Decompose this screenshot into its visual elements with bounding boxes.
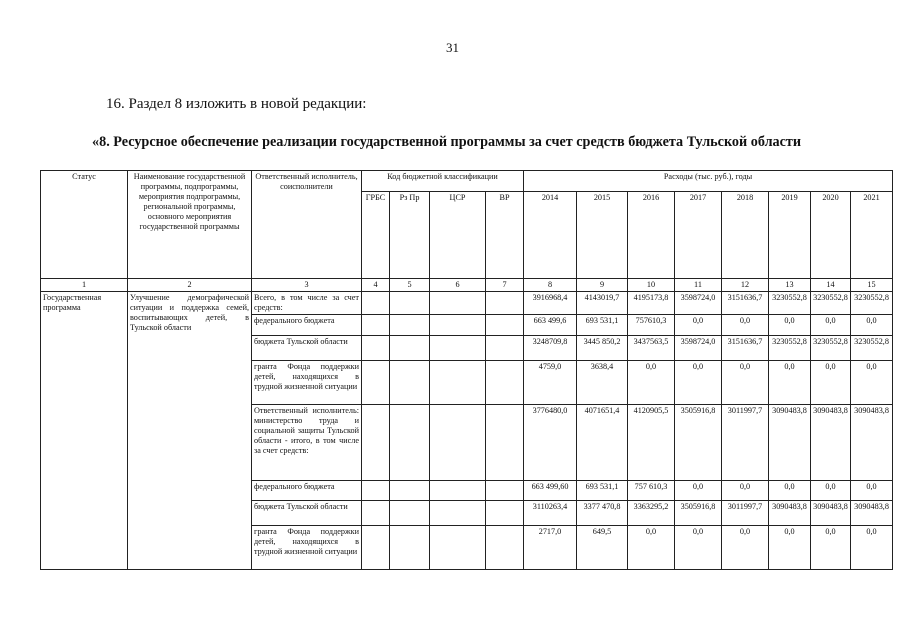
value-cell: 0,0 bbox=[769, 361, 811, 405]
header-year: 2016 bbox=[628, 192, 675, 279]
value-cell: 0,0 bbox=[811, 481, 851, 501]
column-number: 2 bbox=[128, 279, 252, 292]
source-label: гранта Фонда поддержки детей, находящихся в трудной жизненной ситуации bbox=[252, 526, 362, 570]
value-cell: 3151636,7 bbox=[722, 336, 769, 361]
value-cell: 757610,3 bbox=[628, 315, 675, 336]
header-year: 2014 bbox=[524, 192, 577, 279]
source-label: Всего, в том числе за счет средств: bbox=[252, 292, 362, 315]
column-number: 6 bbox=[430, 279, 486, 292]
source-label: федерального бюджета bbox=[252, 481, 362, 501]
value-cell: 3230552,8 bbox=[811, 292, 851, 315]
column-number: 4 bbox=[362, 279, 390, 292]
column-number: 3 bbox=[252, 279, 362, 292]
value-cell: 649,5 bbox=[577, 526, 628, 570]
header-csr: ЦСР bbox=[430, 192, 486, 279]
value-cell: 3230552,8 bbox=[811, 336, 851, 361]
value-cell: 0,0 bbox=[769, 526, 811, 570]
header-expenses: Расходы (тыс. руб.), годы bbox=[524, 171, 893, 192]
value-cell: 3230552,8 bbox=[851, 292, 893, 315]
value-cell: 0,0 bbox=[722, 526, 769, 570]
header-rzpr: Рз Пр bbox=[390, 192, 430, 279]
value-cell: 0,0 bbox=[811, 526, 851, 570]
column-number: 8 bbox=[524, 279, 577, 292]
value-cell: 3248709,8 bbox=[524, 336, 577, 361]
value-cell: 0,0 bbox=[675, 315, 722, 336]
resource-table bbox=[40, 170, 893, 570]
value-cell: 3090483,8 bbox=[851, 405, 893, 481]
value-cell: 3110263,4 bbox=[524, 501, 577, 526]
value-cell: 0,0 bbox=[675, 361, 722, 405]
value-cell: 0,0 bbox=[851, 361, 893, 405]
value-cell: 0,0 bbox=[851, 315, 893, 336]
value-cell: 4071651,4 bbox=[577, 405, 628, 481]
header-grbs: ГРБС bbox=[362, 192, 390, 279]
value-cell: 693 531,1 bbox=[577, 315, 628, 336]
value-cell: 3776480,0 bbox=[524, 405, 577, 481]
value-cell: 693 531,1 bbox=[577, 481, 628, 501]
value-cell: 3230552,8 bbox=[769, 292, 811, 315]
value-cell: 4195173,8 bbox=[628, 292, 675, 315]
column-number: 5 bbox=[390, 279, 430, 292]
value-cell: 4143019,7 bbox=[577, 292, 628, 315]
column-number: 15 bbox=[851, 279, 893, 292]
column-number-row bbox=[41, 279, 893, 292]
value-cell: 3090483,8 bbox=[769, 405, 811, 481]
value-cell: 3505916,8 bbox=[675, 501, 722, 526]
value-cell: 3230552,8 bbox=[851, 336, 893, 361]
value-cell: 4759,0 bbox=[524, 361, 577, 405]
instruction-text: 16. Раздел 8 изложить в новой редакции: bbox=[106, 96, 367, 112]
value-cell: 3011997,7 bbox=[722, 405, 769, 481]
value-cell: 3363295,2 bbox=[628, 501, 675, 526]
source-label: гранта Фонда поддержки детей, находящихся в трудной жизненной ситуации bbox=[252, 361, 362, 405]
column-number: 1 bbox=[41, 279, 128, 292]
value-cell: 3505916,8 bbox=[675, 405, 722, 481]
value-cell: 0,0 bbox=[628, 526, 675, 570]
value-cell: 663 499,6 bbox=[524, 315, 577, 336]
column-number: 10 bbox=[628, 279, 675, 292]
column-number: 12 bbox=[722, 279, 769, 292]
table-row bbox=[41, 292, 893, 315]
source-label: федерального бюджета bbox=[252, 315, 362, 336]
value-cell: 3437563,5 bbox=[628, 336, 675, 361]
value-cell: 3090483,8 bbox=[811, 405, 851, 481]
value-cell: 3090483,8 bbox=[769, 501, 811, 526]
status-cell: Государственная программа bbox=[41, 292, 128, 570]
column-number: 9 bbox=[577, 279, 628, 292]
value-cell: 0,0 bbox=[722, 481, 769, 501]
value-cell: 3230552,8 bbox=[769, 336, 811, 361]
header-year: 2021 bbox=[851, 192, 893, 279]
header-year: 2017 bbox=[675, 192, 722, 279]
source-label: бюджета Тульской области bbox=[252, 501, 362, 526]
header-responsible: Ответственный исполнитель, соисполнители bbox=[252, 171, 362, 279]
value-cell: 757 610,3 bbox=[628, 481, 675, 501]
section-heading: «8. Ресурсное обеспечение реализации государственной программы за счет средств бюджета Тульской области bbox=[92, 134, 802, 150]
value-cell: 4120905,5 bbox=[628, 405, 675, 481]
page-number: 31 bbox=[446, 40, 459, 55]
value-cell: 663 499,60 bbox=[524, 481, 577, 501]
value-cell: 0,0 bbox=[851, 526, 893, 570]
header-year: 2019 bbox=[769, 192, 811, 279]
value-cell: 0,0 bbox=[811, 361, 851, 405]
value-cell: 3598724,0 bbox=[675, 336, 722, 361]
value-cell: 0,0 bbox=[675, 481, 722, 501]
value-cell: 0,0 bbox=[769, 315, 811, 336]
source-label: бюджета Тульской области bbox=[252, 336, 362, 361]
header-year: 2018 bbox=[722, 192, 769, 279]
program-name-cell: Улучшение демографической ситуации и поддержка семей, воспитывающих детей, в Тульской области bbox=[128, 292, 252, 570]
header-vr: ВР bbox=[486, 192, 524, 279]
value-cell: 0,0 bbox=[628, 361, 675, 405]
value-cell: 3090483,8 bbox=[811, 501, 851, 526]
value-cell: 0,0 bbox=[675, 526, 722, 570]
value-cell: 0,0 bbox=[811, 315, 851, 336]
value-cell: 3638,4 bbox=[577, 361, 628, 405]
value-cell: 3598724,0 bbox=[675, 292, 722, 315]
value-cell: 3151636,7 bbox=[722, 292, 769, 315]
value-cell: 0,0 bbox=[851, 481, 893, 501]
header-name: Наименование государственной программы, подпрограммы, мероприятия подпрограммы, региональной программы, основного мероприятия государственной программы bbox=[128, 171, 252, 279]
source-label: Ответственный исполнитель: министерство труда и социальной защиты Тульской области - итого, в том числе за счет средств: bbox=[252, 405, 362, 481]
value-cell: 3011997,7 bbox=[722, 501, 769, 526]
header-budget-code: Код бюджетной классификации bbox=[362, 171, 524, 192]
value-cell: 3377 470,8 bbox=[577, 501, 628, 526]
column-number: 11 bbox=[675, 279, 722, 292]
header-year: 2015 bbox=[577, 192, 628, 279]
value-cell: 3445 850,2 bbox=[577, 336, 628, 361]
value-cell: 2717,0 bbox=[524, 526, 577, 570]
header-status: Статус bbox=[41, 171, 128, 279]
value-cell: 3916968,4 bbox=[524, 292, 577, 315]
value-cell: 0,0 bbox=[722, 315, 769, 336]
value-cell: 0,0 bbox=[722, 361, 769, 405]
value-cell: 3090483,8 bbox=[851, 501, 893, 526]
value-cell: 0,0 bbox=[769, 481, 811, 501]
header-year: 2020 bbox=[811, 192, 851, 279]
column-number: 14 bbox=[811, 279, 851, 292]
column-number: 13 bbox=[769, 279, 811, 292]
column-number: 7 bbox=[486, 279, 524, 292]
